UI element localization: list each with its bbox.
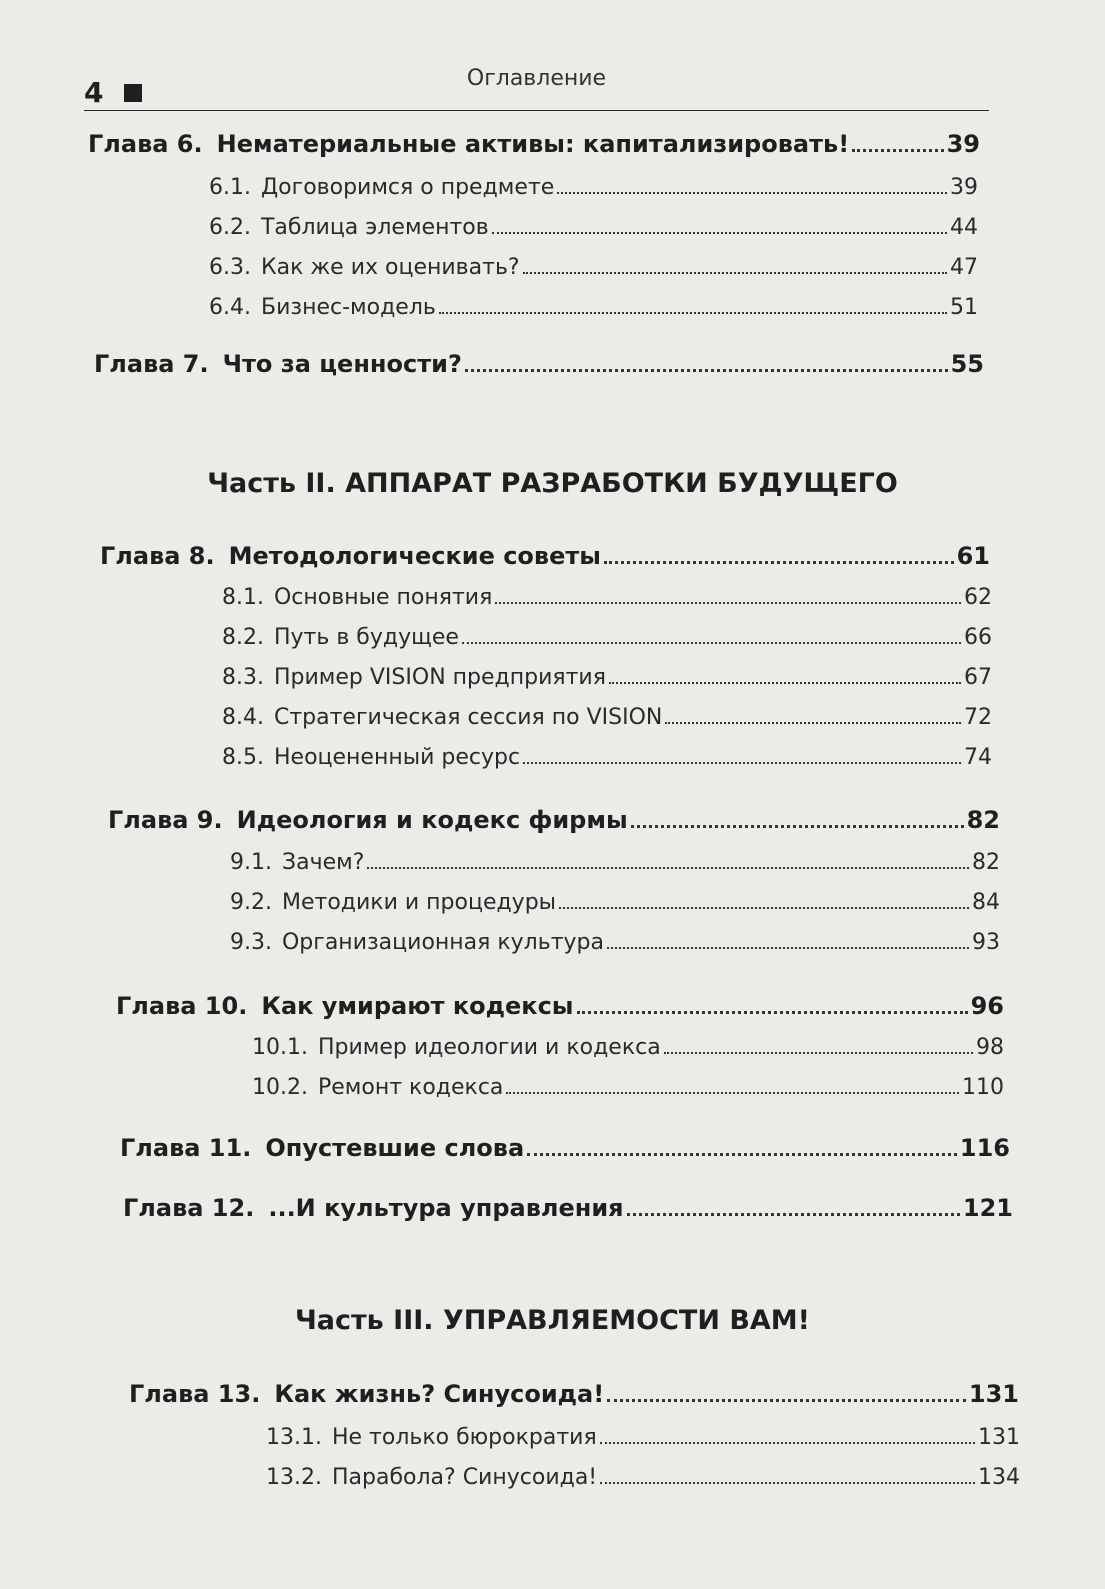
toc-section-9-3[interactable] xyxy=(230,930,1000,955)
leader-dots xyxy=(627,1208,960,1216)
section-title: Парабола? Синусоида! xyxy=(331,1465,598,1490)
toc-section-6-3[interactable] xyxy=(209,255,978,280)
toc-chapter-11[interactable] xyxy=(120,1134,1010,1162)
section-title: Таблица элементов xyxy=(260,215,489,240)
page-ref: 44 xyxy=(950,215,978,240)
chapter-title: ...И культура управления xyxy=(268,1194,624,1222)
leader-dots xyxy=(559,902,969,909)
leader-dots xyxy=(607,1394,966,1402)
page-header xyxy=(84,58,989,111)
page-ref: 98 xyxy=(976,1035,1004,1060)
page-ref: 116 xyxy=(959,1134,1010,1162)
chapter-number: Глава 6. xyxy=(88,130,203,158)
leader-dots xyxy=(462,637,961,644)
page-ref: 93 xyxy=(972,930,1000,955)
section-title: Основные понятия xyxy=(273,585,493,610)
toc-chapter-8[interactable] xyxy=(100,542,990,570)
section-number: 10.1. xyxy=(252,1035,308,1060)
toc-section-13-1[interactable] xyxy=(266,1425,1020,1450)
section-number: 6.4. xyxy=(209,295,251,320)
leader-dots xyxy=(523,267,947,274)
section-title: Бизнес-модель xyxy=(260,295,436,320)
toc-section-8-2[interactable] xyxy=(222,625,992,650)
chapter-title: Нематериальные активы: капитализировать! xyxy=(216,130,850,158)
page-ref: 39 xyxy=(950,175,978,200)
section-title: Неоцененный ресурс xyxy=(273,745,521,770)
leader-dots xyxy=(495,597,961,604)
section-title: Договоримся о предмете xyxy=(260,175,555,200)
section-title: Методики и процедуры xyxy=(281,890,557,915)
toc-section-8-4[interactable] xyxy=(222,705,992,730)
section-number: 13.1. xyxy=(266,1425,322,1450)
chapter-number: Глава 8. xyxy=(100,542,215,570)
page-ref: 131 xyxy=(968,1380,1019,1408)
toc-chapter-9[interactable] xyxy=(108,806,1000,834)
page-ref: 96 xyxy=(970,992,1004,1020)
leader-dots xyxy=(506,1087,959,1094)
leader-dots xyxy=(527,1148,957,1156)
toc-section-6-4[interactable] xyxy=(209,295,978,320)
chapter-number: Глава 12. xyxy=(123,1194,255,1222)
leader-dots xyxy=(557,187,947,194)
leader-dots xyxy=(664,1047,973,1054)
toc-section-8-1[interactable] xyxy=(222,585,992,610)
section-number: 9.2. xyxy=(230,890,272,915)
leader-dots xyxy=(600,1437,975,1444)
leader-dots xyxy=(604,556,954,564)
toc-section-10-2[interactable] xyxy=(252,1075,1004,1100)
page-ref: 51 xyxy=(950,295,978,320)
chapter-title: Как жизнь? Синусоида! xyxy=(274,1380,605,1408)
page-ref: 131 xyxy=(978,1425,1020,1450)
toc-chapter-13[interactable] xyxy=(129,1380,1019,1408)
chapter-number: Глава 7. xyxy=(94,350,209,378)
section-title: Ремонт кодекса xyxy=(317,1075,504,1100)
section-title: Пример VISION предприятия xyxy=(273,665,606,690)
toc-section-10-1[interactable] xyxy=(252,1035,1004,1060)
running-title: Оглавление xyxy=(466,66,607,91)
chapter-title: Что за ценности? xyxy=(222,350,462,378)
chapter-title: Как умирают кодексы xyxy=(261,992,574,1020)
section-number: 8.4. xyxy=(222,705,264,730)
leader-dots xyxy=(439,307,947,314)
section-title: Стратегическая сессия по VISION xyxy=(273,705,663,730)
toc-chapter-6[interactable] xyxy=(88,130,980,158)
chapter-number: Глава 10. xyxy=(116,992,248,1020)
chapter-number: Глава 11. xyxy=(120,1134,252,1162)
page-ref: 66 xyxy=(964,625,992,650)
leader-dots xyxy=(631,820,964,828)
page-ref: 62 xyxy=(964,585,992,610)
section-number: 8.5. xyxy=(222,745,264,770)
page-ref: 121 xyxy=(962,1194,1013,1222)
page-ref: 82 xyxy=(966,806,1000,834)
section-title: Как же их оценивать? xyxy=(260,255,520,280)
chapter-title: Идеология и кодекс фирмы xyxy=(236,806,628,834)
chapter-title: Опустевшие слова xyxy=(265,1134,525,1162)
section-number: 6.2. xyxy=(209,215,251,240)
section-title: Не только бюрократия xyxy=(331,1425,597,1450)
leader-dots xyxy=(665,717,961,724)
toc-section-6-1[interactable] xyxy=(209,175,978,200)
leader-dots xyxy=(852,144,943,152)
toc-section-9-1[interactable] xyxy=(230,850,1000,875)
toc-section-8-5[interactable] xyxy=(222,745,992,770)
section-number: 8.3. xyxy=(222,665,264,690)
leader-dots xyxy=(607,942,969,949)
section-title: Зачем? xyxy=(281,850,365,875)
page-ref: 67 xyxy=(964,665,992,690)
leader-dots xyxy=(465,364,948,372)
chapter-number: Глава 13. xyxy=(129,1380,261,1408)
page-number: 4 xyxy=(84,76,104,109)
leader-dots xyxy=(577,1006,968,1014)
page-ref: 82 xyxy=(972,850,1000,875)
section-number: 6.3. xyxy=(209,255,251,280)
section-title: Путь в будущее xyxy=(273,625,459,650)
page-ref: 74 xyxy=(964,745,992,770)
section-number: 6.1. xyxy=(209,175,251,200)
page-ref: 61 xyxy=(956,542,990,570)
page-ref: 39 xyxy=(946,130,980,158)
leader-dots xyxy=(609,677,961,684)
leader-dots xyxy=(367,862,969,869)
part-heading-2: Часть II. АППАРАТ РАЗРАБОТКИ БУДУЩЕГО xyxy=(207,468,898,499)
section-title: Организационная культура xyxy=(281,930,604,955)
leader-dots xyxy=(492,227,947,234)
chapter-number: Глава 9. xyxy=(108,806,223,834)
page-ref: 72 xyxy=(964,705,992,730)
section-number: 8.1. xyxy=(222,585,264,610)
part-heading-3: Часть III. УПРАВЛЯЕМОСТИ ВАМ! xyxy=(294,1305,810,1336)
toc-chapter-7[interactable] xyxy=(94,350,984,378)
page-ref: 134 xyxy=(978,1465,1020,1490)
leader-dots xyxy=(600,1477,975,1484)
toc-section-8-3[interactable] xyxy=(222,665,992,690)
section-title: Пример идеологии и кодекса xyxy=(317,1035,661,1060)
page-ref: 47 xyxy=(950,255,978,280)
section-number: 8.2. xyxy=(222,625,264,650)
toc-section-13-2[interactable] xyxy=(266,1465,1020,1490)
chapter-title: Методологические советы xyxy=(228,542,601,570)
leader-dots xyxy=(523,757,961,764)
toc-chapter-10[interactable] xyxy=(116,992,1004,1020)
section-number: 10.2. xyxy=(252,1075,308,1100)
toc-chapter-12[interactable] xyxy=(123,1194,1013,1222)
toc-section-9-2[interactable] xyxy=(230,890,1000,915)
page-ref: 84 xyxy=(972,890,1000,915)
section-number: 9.3. xyxy=(230,930,272,955)
section-number: 13.2. xyxy=(266,1465,322,1490)
page-ref: 110 xyxy=(962,1075,1004,1100)
toc-section-6-2[interactable] xyxy=(209,215,978,240)
section-number: 9.1. xyxy=(230,850,272,875)
page-ref: 55 xyxy=(950,350,984,378)
